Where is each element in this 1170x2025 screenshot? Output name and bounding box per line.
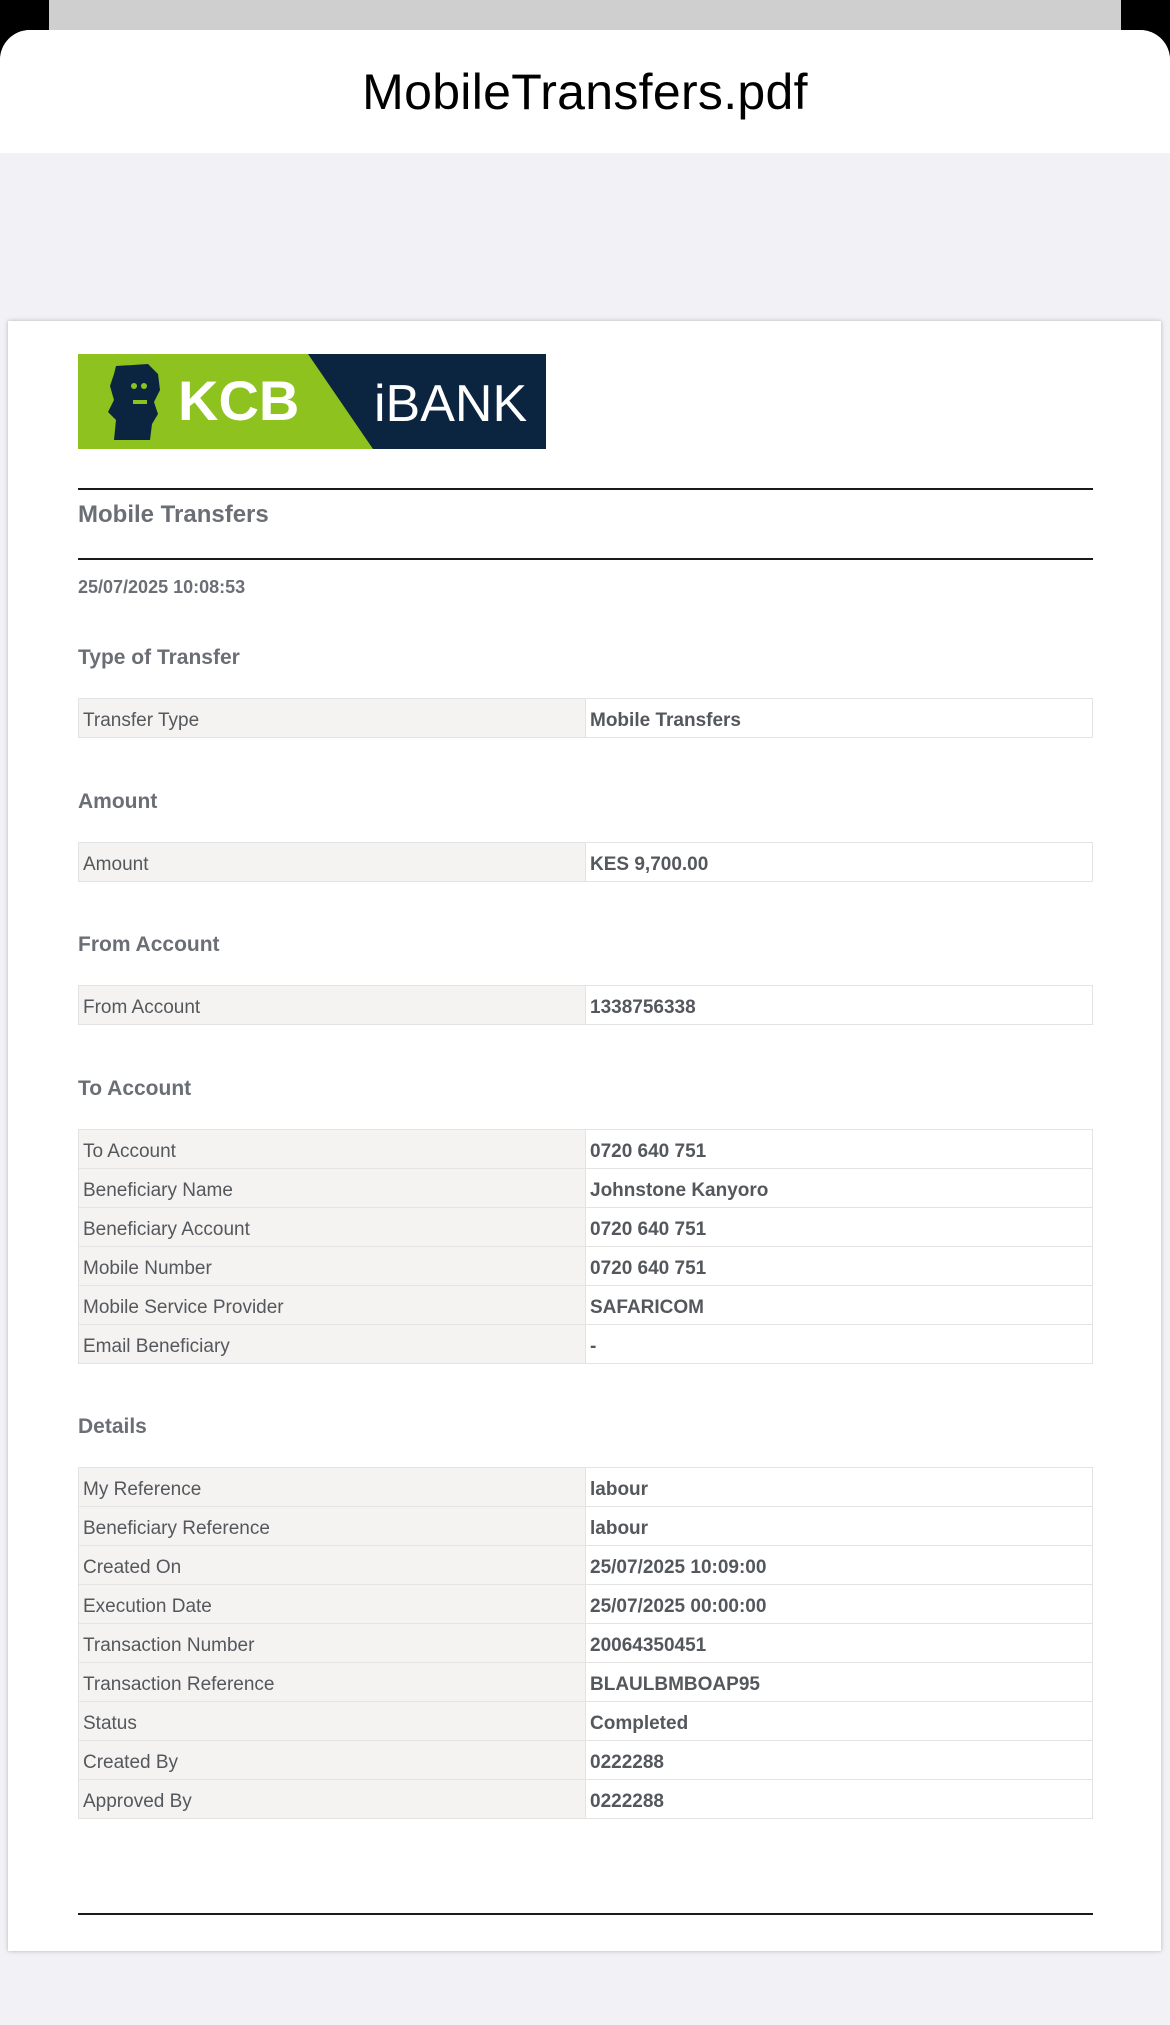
logo-left-text: KCB <box>178 369 300 432</box>
table-from-account <box>78 985 1093 1025</box>
row-label: From Account <box>79 986 586 1025</box>
table-row <box>79 1325 1093 1364</box>
row-value: 0720 640 751 <box>586 1208 1093 1247</box>
table-row <box>79 1741 1093 1780</box>
row-value: BLAULBMBOAP95 <box>586 1663 1093 1702</box>
row-label: Approved By <box>79 1780 586 1819</box>
table-row <box>79 1663 1093 1702</box>
logo-right-text: iBANK <box>374 375 528 433</box>
row-label: Beneficiary Name <box>79 1169 586 1208</box>
row-value: 20064350451 <box>586 1624 1093 1663</box>
table-details <box>78 1467 1093 1819</box>
kcb-ibank-logo <box>78 354 546 449</box>
row-label: Mobile Number <box>79 1247 586 1286</box>
row-label: My Reference <box>79 1468 586 1507</box>
table-row <box>79 1247 1093 1286</box>
section-title-from-account: From Account <box>78 933 220 956</box>
row-value: 0720 640 751 <box>586 1247 1093 1286</box>
section-title-amount: Amount <box>78 790 158 813</box>
row-label: Email Beneficiary <box>79 1325 586 1364</box>
divider-top <box>78 488 1093 490</box>
table-row <box>79 1208 1093 1247</box>
row-label: Mobile Service Provider <box>79 1286 586 1325</box>
row-label: Created On <box>79 1546 586 1585</box>
table-row <box>79 1585 1093 1624</box>
row-value: 25/07/2025 00:00:00 <box>586 1585 1093 1624</box>
divider-bottom <box>78 1913 1093 1915</box>
table-row <box>79 1507 1093 1546</box>
row-value: 25/07/2025 10:09:00 <box>586 1546 1093 1585</box>
pdf-preview-sheet <box>0 30 1170 2025</box>
file-title: MobileTransfers.pdf <box>362 63 808 120</box>
preview-header <box>0 30 1170 153</box>
table-row <box>79 1169 1093 1208</box>
table-row <box>79 1286 1093 1325</box>
row-value: 1338756338 <box>586 986 1093 1025</box>
table-row <box>79 1702 1093 1741</box>
section-title-to-account: To Account <box>78 1077 192 1100</box>
table-row <box>79 699 1093 738</box>
row-label: Transaction Number <box>79 1624 586 1663</box>
table-row <box>79 1546 1093 1585</box>
pdf-page[interactable] <box>8 321 1161 1951</box>
row-value: labour <box>586 1468 1093 1507</box>
table-row <box>79 1468 1093 1507</box>
table-to-account <box>78 1129 1093 1364</box>
row-value: SAFARICOM <box>586 1286 1093 1325</box>
row-label: Transfer Type <box>79 699 586 738</box>
table-row <box>79 843 1093 882</box>
section-title-details: Details <box>78 1415 147 1438</box>
table-row <box>79 1780 1093 1819</box>
row-label: To Account <box>79 1130 586 1169</box>
document-title: Mobile Transfers <box>78 501 269 528</box>
row-value: 0222288 <box>586 1780 1093 1819</box>
row-label: Execution Date <box>79 1585 586 1624</box>
row-value: Completed <box>586 1702 1093 1741</box>
row-label: Beneficiary Reference <box>79 1507 586 1546</box>
row-value: Mobile Transfers <box>586 699 1093 738</box>
table-row <box>79 1624 1093 1663</box>
section-title-type-of-transfer: Type of Transfer <box>78 646 240 669</box>
row-label: Created By <box>79 1741 586 1780</box>
row-label: Beneficiary Account <box>79 1208 586 1247</box>
row-value: - <box>586 1325 1093 1364</box>
row-label: Transaction Reference <box>79 1663 586 1702</box>
row-label: Amount <box>79 843 586 882</box>
row-value: labour <box>586 1507 1093 1546</box>
divider-under-title <box>78 558 1093 560</box>
row-value: KES 9,700.00 <box>586 843 1093 882</box>
table-row <box>79 986 1093 1025</box>
row-value: 0720 640 751 <box>586 1130 1093 1169</box>
row-value: Johnstone Kanyoro <box>586 1169 1093 1208</box>
row-value: 0222288 <box>586 1741 1093 1780</box>
row-label: Status <box>79 1702 586 1741</box>
table-amount <box>78 842 1093 882</box>
table-row <box>79 1130 1093 1169</box>
table-type-of-transfer <box>78 698 1093 738</box>
generated-timestamp: 25/07/2025 10:08:53 <box>78 577 246 597</box>
